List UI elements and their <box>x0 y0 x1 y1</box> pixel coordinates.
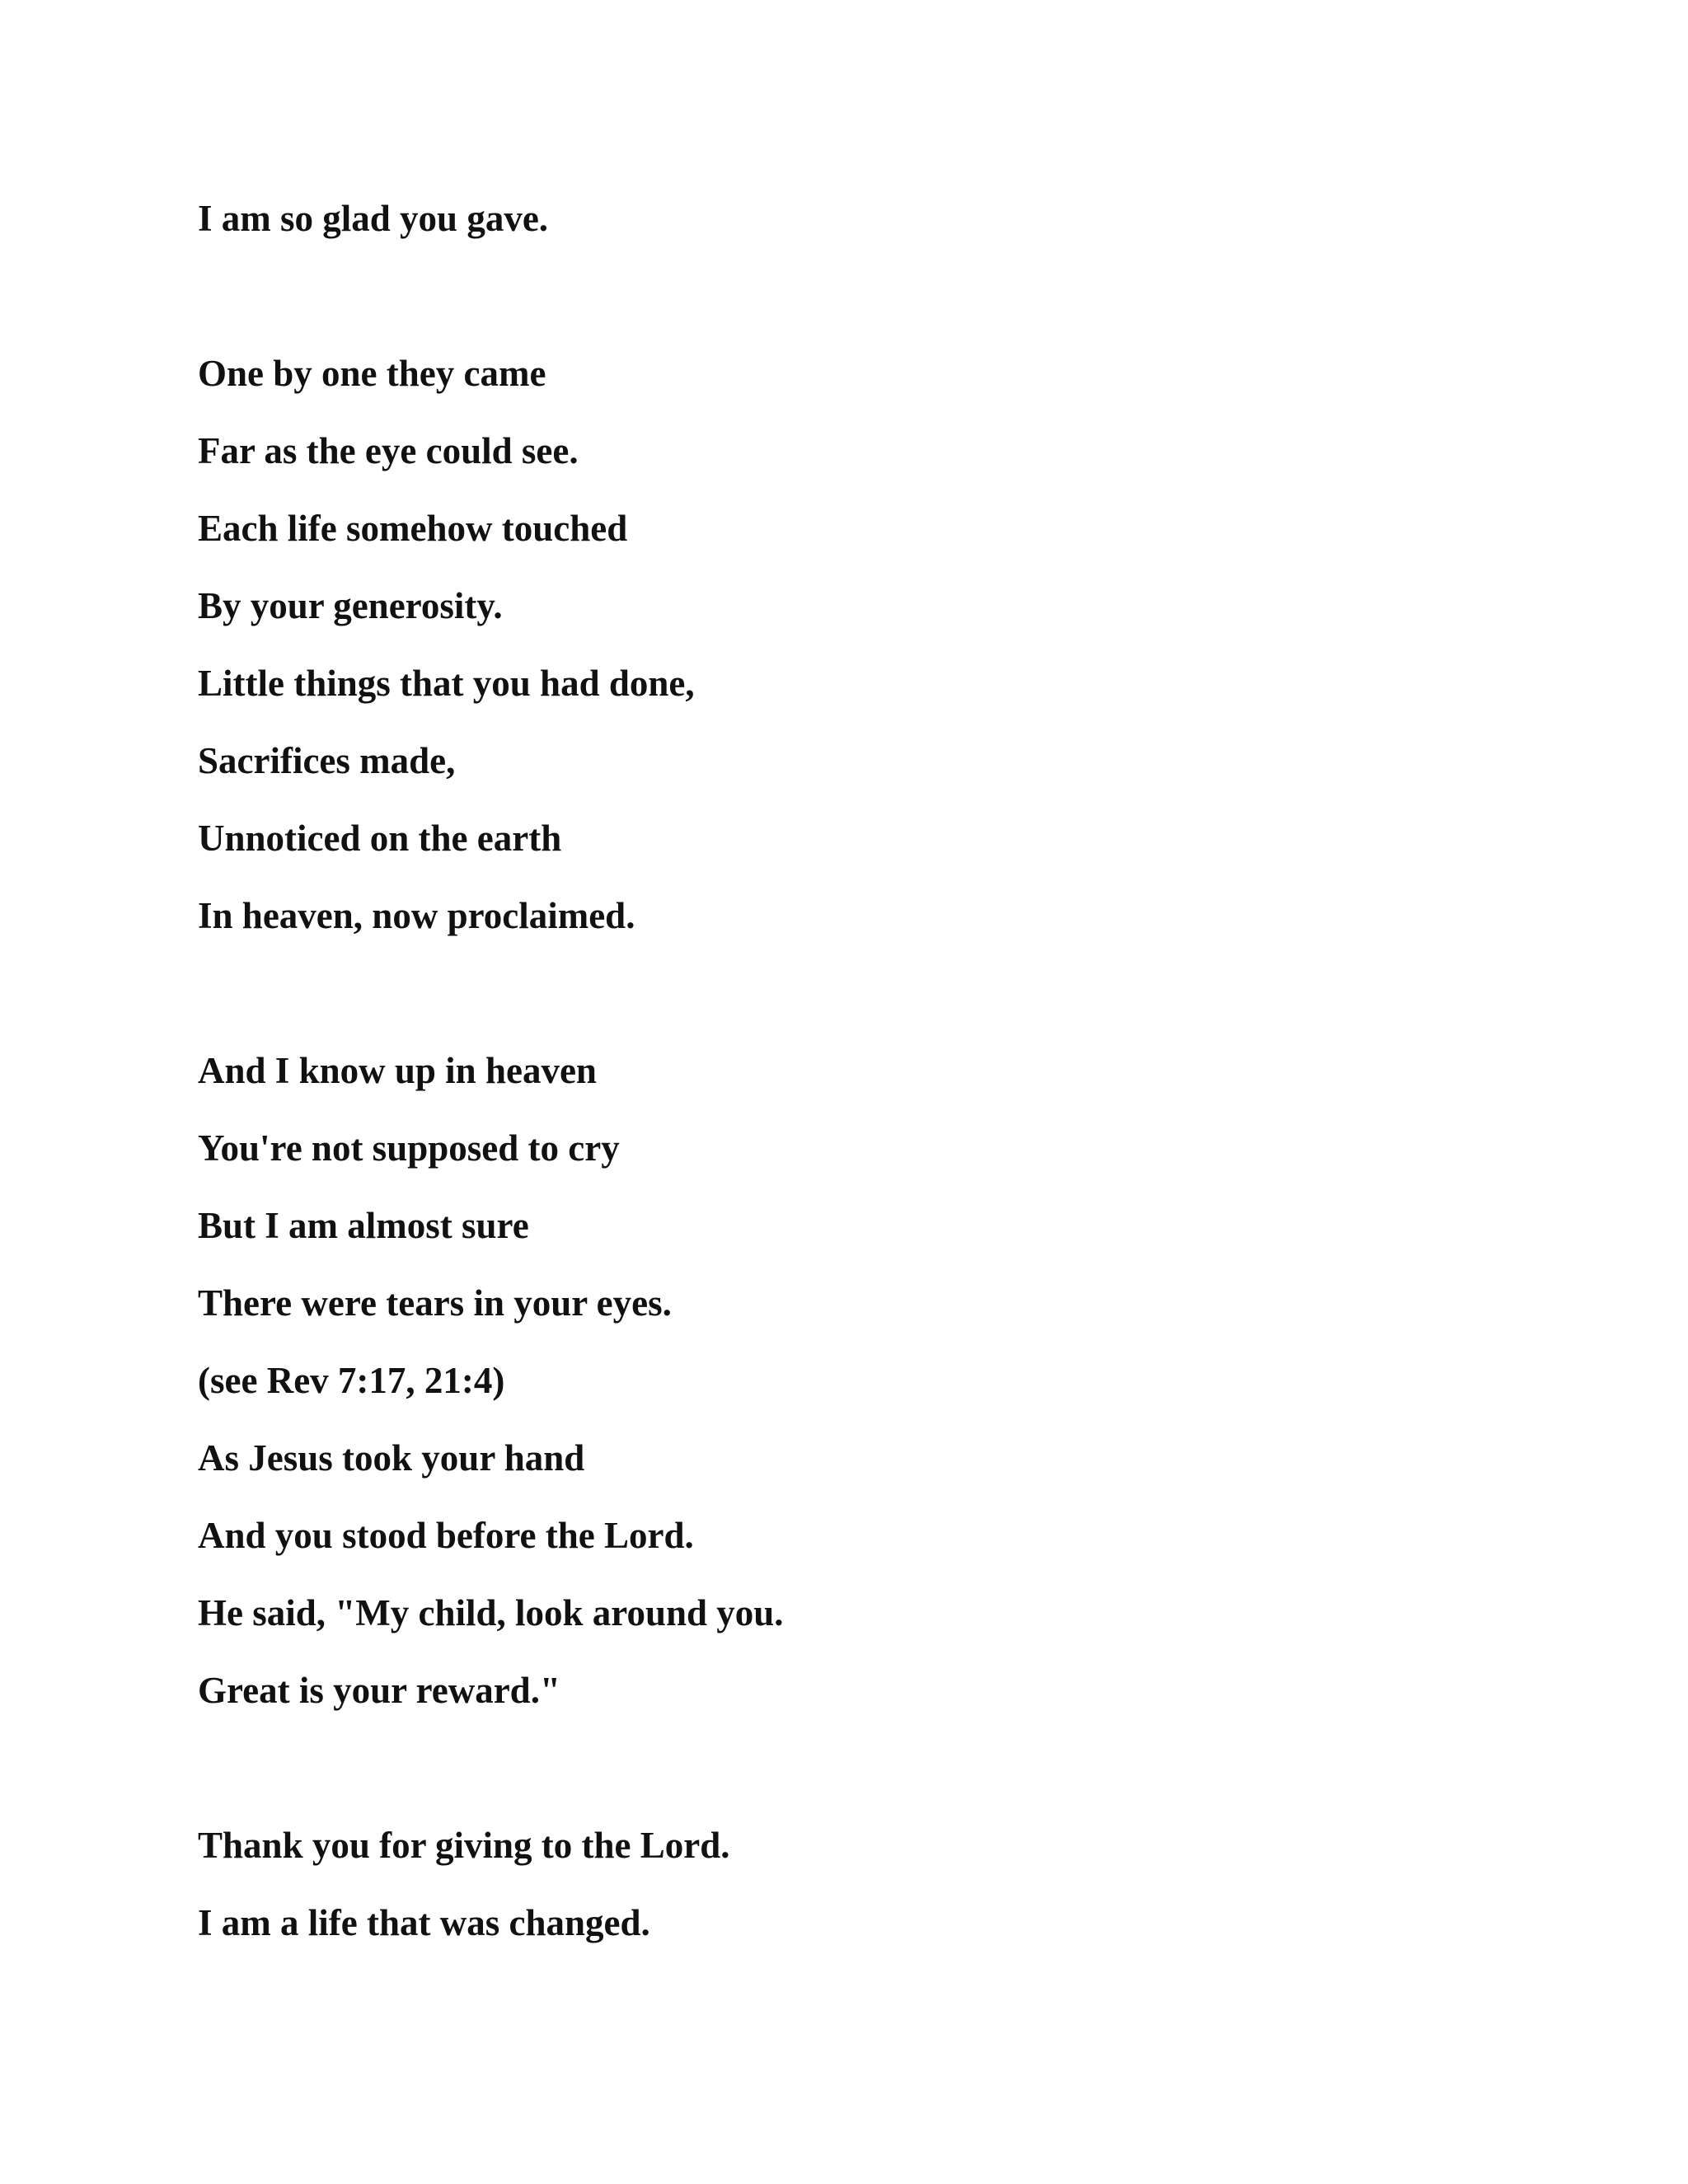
poem-line: Sacrifices made, <box>198 740 456 781</box>
poem-line: Each life somehow touched <box>198 508 628 549</box>
poem-line: As Jesus took your hand <box>198 1437 585 1479</box>
scripture-reference: (see Rev 7:17, 21:4) <box>198 1360 505 1401</box>
poem-line: Little things that you had done, <box>198 663 695 704</box>
poem-line: Great is your reward." <box>198 1670 560 1711</box>
poem-line: Unnoticed on the earth <box>198 818 562 859</box>
poem-line: One by one they came <box>198 353 546 394</box>
poem-line: I am a life that was changed. <box>198 1902 650 1943</box>
poem-line: There were tears in your eyes. <box>198 1282 672 1324</box>
poem-line: Far as the eye could see. <box>198 430 579 471</box>
poem-line: But I am almost sure <box>198 1205 529 1246</box>
poem-line: In heaven, now proclaimed. <box>198 895 635 936</box>
poem-line: And I know up in heaven <box>198 1050 597 1091</box>
poem-line: You're not supposed to cry <box>198 1127 620 1169</box>
poem-line: And you stood before the Lord. <box>198 1515 694 1556</box>
poem-line: He said, "My child, look around you. <box>198 1592 784 1633</box>
poem-line: By your generosity. <box>198 585 503 626</box>
poem-line: Thank you for giving to the Lord. <box>198 1825 730 1866</box>
poem-line: I am so glad you gave. <box>198 198 549 239</box>
